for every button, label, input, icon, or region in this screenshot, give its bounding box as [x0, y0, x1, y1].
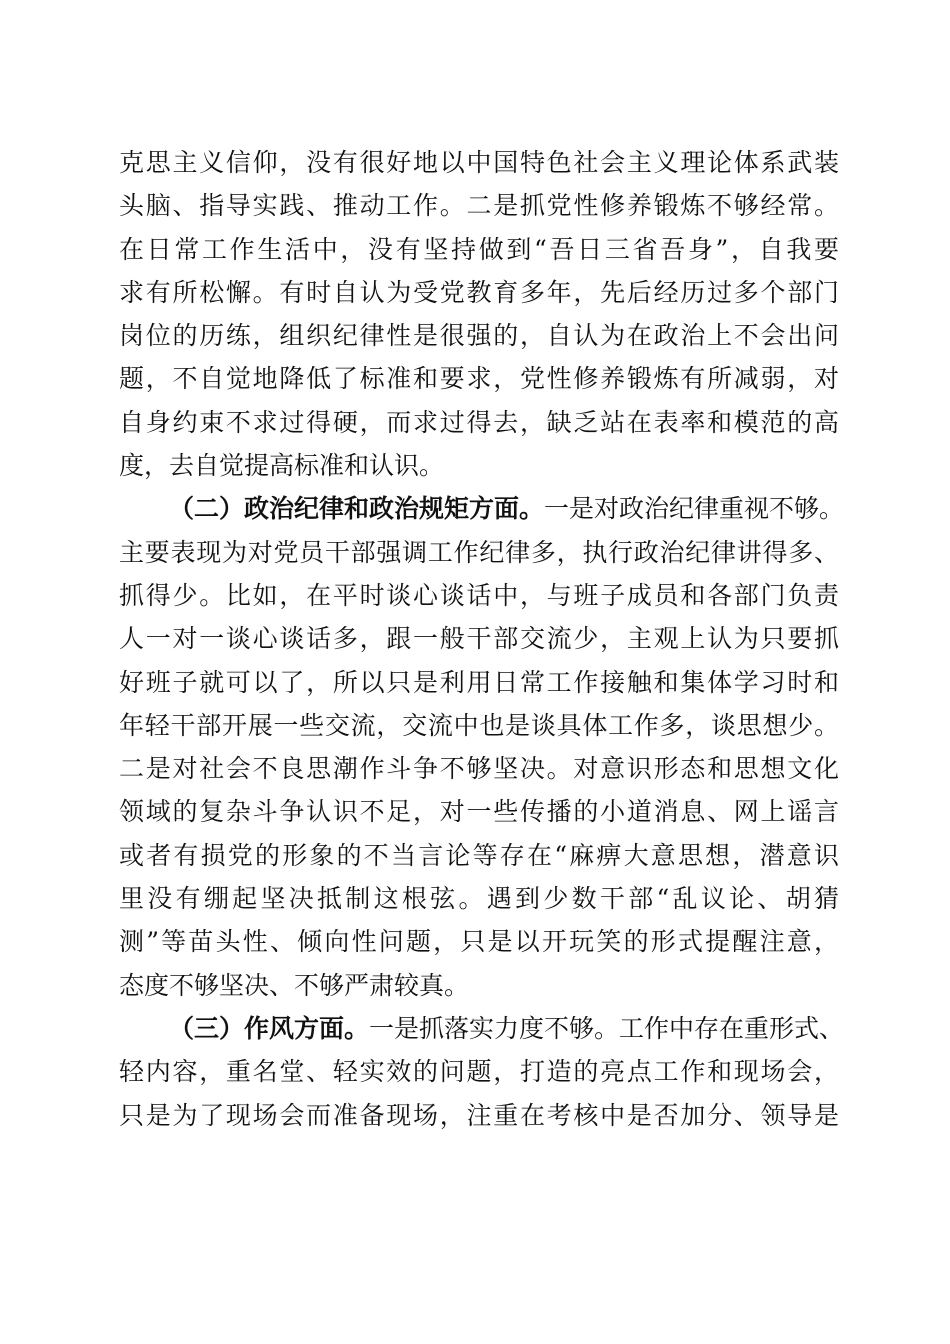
text-line: 主要表现为对党员干部强调工作纪律多，执行政治纪律讲得多、	[119, 537, 839, 567]
text-line: 题，不自觉地降低了标准和要求，党性修养锻炼有所减弱，对	[119, 364, 839, 394]
text-line: 人一对一谈心谈话多，跟一般干部交流少，主观上认为只要抓	[119, 624, 839, 654]
section-2-heading: （二）政治纪律和政治规矩方面。	[169, 494, 545, 524]
text-line: 岗位的历练，组织纪律性是很强的，自认为在政治上不会出问	[119, 321, 839, 351]
document-body	[119, 141, 845, 1137]
text-line: 或者有损党的形象的不当言论等存在“麻痹大意思想，潜意识	[119, 840, 839, 870]
text-line: 里没有绷起坚决抵制这根弦。遇到少数干部“乱议论、胡猜	[119, 884, 839, 914]
section-3-first-text: 一是抓落实力度不够。工作中存在重形式、	[369, 1013, 845, 1043]
text-line: 年轻干部开展一些交流，交流中也是谈具体工作多，谈思想少。	[119, 710, 839, 740]
text-line: 二是对社会不良思潮作斗争不够坚决。对意识形态和思想文化	[119, 754, 839, 784]
text-line: 只是为了现场会而准备现场，注重在考核中是否加分、领导是	[119, 1100, 839, 1130]
section-3-heading: （三）作风方面。	[169, 1013, 370, 1043]
text-line: 好班子就可以了，所以只是利用日常工作接触和集体学习时和	[119, 667, 839, 697]
section-3-first-line	[119, 1007, 845, 1050]
text-line: 自身约束不求过得硬，而求过得去，缺乏站在表率和模范的高	[119, 407, 839, 437]
section-2-first-text: 一是对政治纪律重视不够。	[544, 494, 845, 524]
text-line: 在日常工作生活中，没有坚持做到“吾日三省吾身”，自我要	[119, 234, 839, 264]
text-line: 度，去自觉提高标准和认识。	[119, 451, 445, 481]
text-line: 求有所松懈。有时自认为受党教育多年，先后经历过多个部门	[119, 277, 839, 307]
text-line: 领域的复杂斗争认识不足，对一些传播的小道消息、网上谣言	[119, 797, 839, 827]
text-line: 测”等苗头性、倾向性问题，只是以开玩笑的形式提醒注意，	[119, 927, 839, 957]
text-line: 轻内容，重名堂、轻实效的问题，打造的亮点工作和现场会，	[119, 1057, 839, 1087]
section-2-first-line	[119, 487, 845, 530]
text-line: 态度不够坚决、不够严肃较真。	[119, 970, 470, 1000]
text-line: 克思主义信仰，没有很好地以中国特色社会主义理论体系武装	[119, 148, 839, 177]
text-line: 抓得少。比如，在平时谈心谈话中，与班子成员和各部门负责	[119, 580, 839, 610]
text-line: 头脑、指导实践、推动工作。二是抓党性修养锻炼不够经常。	[119, 191, 839, 221]
